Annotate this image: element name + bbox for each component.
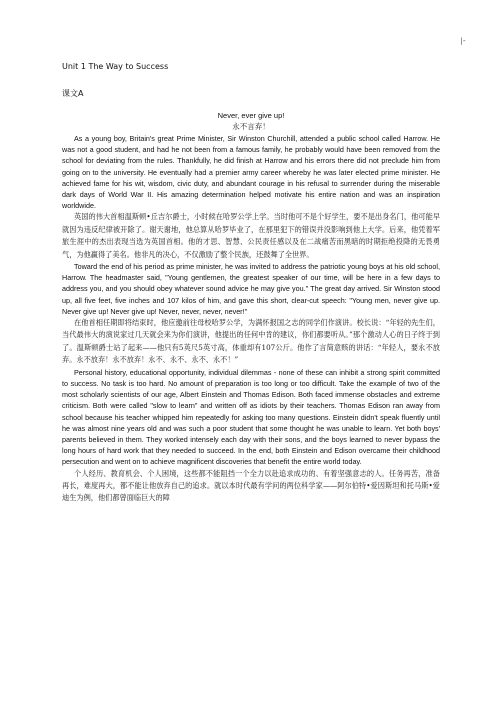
page-mark: |-	[460, 37, 466, 45]
paragraph-zh: 个人经历、教育机会、个人困境，这些都不能阻挡一个全力以赴追求成功的、有着坚强意志的人。任务再苦，准备再长，难度再大，都不能让他放弃自己的追求。就以本时代最有学问的两位科学家——阿尔伯特•爱因斯坦和托马斯•爱迪生为例，他们都曾面临巨大的障	[62, 468, 440, 503]
unit-title: Unit 1 The Way to Success	[62, 62, 169, 71]
paragraph-en: As a young boy, Britain's great Prime Minister, Sir Winston Churchill, attended a public school called Harrow. He was not a good student, and had he not been from a famous family, he probably would have been removed from the school for deviating from the rules. Thankfully, he did finish at Harrow and his errors there did not preclude him from going on to the university. He eventually had a premier army career whereby he was later elected prime minister. He achieved fame for his wit, wisdom, civic duty, and abundant courage in his refusal to surrender during the miserable dark days of World War II. His amazing determination helped motivate his entire nation and was an inspiration worldwide.	[62, 134, 440, 211]
article-title-zh: 永不言弃！	[232, 122, 270, 131]
paragraph-en: Personal history, educational opportunity, individual dilemmas - none of these can inhibit a strong spirit committed to success. No task is too hard. No amount of preparation is too long or too difficult. Take the example of two of the most scholarly scientists of our age, Albert Einstein and Thomas Edison. Both faced immense obstacles and extreme criticism. Both were called "slow to learn" and written off as idiots by their teachers. Thomas Edison ran away from school because his teacher whipped him repeatedly for asking too many questions. Einstein didn't speak fluently until he was almost nine years old and was such a poor student that some thought he was unable to learn. Yet both boys' parents believed in them. They worked intensely each day with their sons, and the boys learned to never bypass the long hours of hard work that they needed to succeed. In the end, both Einstein and Edison overcame their childhood persecution and went on to achieve magnificent discoveries that benefit the entire world today.	[62, 367, 440, 467]
article-body	[62, 110, 440, 505]
paragraph-zh: 英国的伟大首相温斯顿•丘吉尔爵士，小时候在哈罗公学上学。当时他可不是个好学生，要不是出身名门，他可能早就因为违反纪律被开除了。谢天谢地，他总算从哈罗毕业了，在那里犯下的错误并没影响到他上大学。后来，他凭着军旅生涯中的杰出表现当选为英国首相。他的才思、智慧、公民责任感以及在二战痛苦而黑暗的时期拒绝投降的无畏勇气，为他赢得了美名。他非凡的决心，不仅激励了整个民族，还鼓舞了全世界。	[62, 212, 440, 259]
section-label: 课文A	[62, 89, 84, 98]
paragraph-en: Toward the end of his period as prime minister, he was invited to address the patriotic young boys at his old school, Harrow. The headmaster said, "Young gentlemen, the greatest speaker of our time, will be here in a few days to address you, and you should obey whatever sound advice he may give you." The great day arrived. Sir Winston stood up, all five feet, five inches and 107 kilos of him, and gave this short, clear-cut speech: "Young men, never give up. Never give up! Never give up! Never, never, never, never!"	[62, 262, 440, 316]
article-title-en: Never, ever give up!	[217, 111, 285, 120]
paragraph-zh: 在他首相任期即将结束时，他应邀前往母校哈罗公学，为满怀报国之志的同学们作演讲。校长说：“年轻的先生们，当代最伟大的演说家过几天就会来为你们演讲，他提出的任何中肯的建议，你们都要听从。”那个激动人心的日子终于到了。温斯顿爵士站了起来——他只有5英尺5英寸高，体重却有107公斤。他作了言简意赅的讲话：“年轻人，要永不放弃。永不放弃！永不放弃！永不、永不、永不、永不！”	[62, 318, 440, 365]
